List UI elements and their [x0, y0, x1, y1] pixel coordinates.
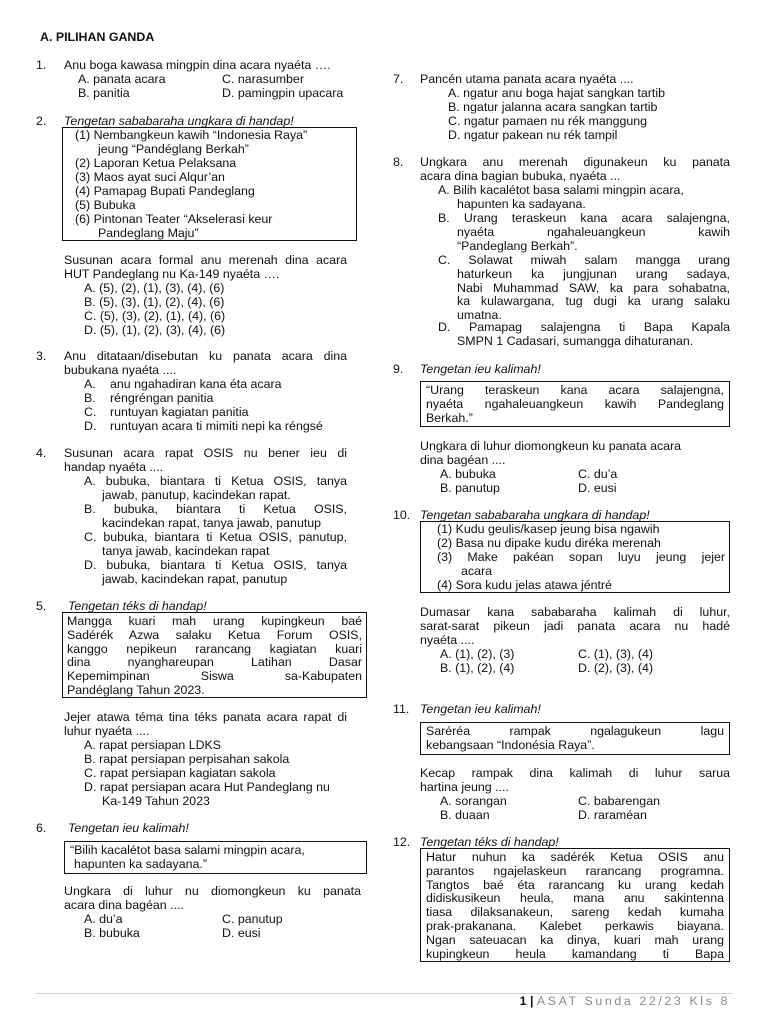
option-b[interactable]: B. ngatur jalanna acara sangkan tartib: [448, 100, 658, 114]
question-stem: Anu boga kawasa mingpin dina acara nyaéta ….: [64, 58, 331, 72]
footer-label: ASAT Sunda 22/23 Kls 8: [536, 994, 730, 1008]
option-a[interactable]: A. rapat persiapan LDKS: [84, 738, 222, 752]
option-b[interactable]: B. panutup: [440, 481, 500, 495]
section-title: A. PILIHAN GANDA: [40, 30, 155, 44]
question-instruction: Tengetan ieu kalimah!: [68, 821, 189, 835]
option-b[interactable]: B. (5), (3), (1), (2), (4), (6): [84, 295, 225, 309]
option-c[interactable]: C. babarengan: [578, 794, 660, 808]
items-box: [62, 127, 357, 241]
question-stem: Ungkara di luhur nu diomongkeun ku panata acara dina bagéan ....: [64, 884, 361, 912]
option-a-letter: A.: [84, 377, 96, 391]
option-c[interactable]: runtuyan kagiatan panitia: [110, 405, 249, 419]
option-c[interactable]: C. panutup: [222, 912, 283, 926]
question-stem: Ungkara di luhur diomongkeun ku panata acara dina bagéan ....: [420, 439, 682, 467]
list-item: (4) Sora kudu jelas atawa jéntré: [437, 578, 612, 592]
list-item: (6) Pintonan Teater “Akselerasi keur: [75, 212, 273, 226]
option-d[interactable]: D. Pamapag salajengna ti Bapa Kapala SMPN 1 Cadasari, sumangga dihaturanan.: [438, 320, 730, 348]
question-number: 6.: [36, 821, 47, 835]
option-b[interactable]: réngréngan panitia: [110, 391, 214, 405]
question-stem: Kecap rampak dina kalimah di luhur sarua hartina jeung ....: [420, 766, 730, 794]
option-d[interactable]: runtuyan acara ti mimiti nepi ka réngsé: [110, 419, 323, 433]
sentence-box: “Bilih kacalétot basa salami mingpin acara, hapunten ka sadayana.”: [64, 841, 367, 874]
question-instruction: Tengetan téks di handap!: [420, 835, 559, 849]
question-number: 5.: [36, 599, 47, 613]
question-stem: Ungkara anu merenah digunakeun ku panata acara dina bagian bubuka, nyaéta ...: [420, 155, 730, 183]
option-d[interactable]: D. ngatur pakean nu rék tampil: [448, 128, 618, 142]
option-b[interactable]: B. duaan: [440, 808, 490, 822]
question-instruction: Tengetan sababaraha ungkara di handap!: [420, 508, 650, 522]
list-item: (4) Pamapag Bupati Pandeglang: [75, 184, 255, 198]
list-item: acara: [461, 564, 492, 578]
question-number: 1.: [36, 58, 47, 72]
page-footer: [520, 995, 730, 1009]
question-stem: Dumasar kana sababaraha kalimah di luhur, sarat-sarat pikeun jadi panata acara nu hadé nyaéta ....: [420, 605, 730, 647]
option-c-letter: C.: [84, 405, 97, 419]
question-number: 3.: [36, 349, 47, 363]
list-item: Pandeglang Maju”: [98, 226, 199, 240]
option-c[interactable]: C. Solawat miwah salam mangga urang haturkeun ka jungjunan urang sadaya, Nabi Muhammad SAW, ka para sohabatna, ka kulawargana, tug dugi ka urang salaku umatna.: [438, 253, 730, 323]
question-stem: Susunan acara rapat OSIS nu bener ieu di handap nyaéta ....: [64, 446, 347, 474]
question-number: 8.: [393, 155, 404, 169]
option-b-letter: B.: [84, 391, 96, 405]
option-c[interactable]: C. ngatur pamaen nu rék manggung: [448, 114, 648, 128]
text-box: Mangga kuari mah urang kupingkeun baé Sadérék Azwa salaku Ketua Forum OSIS, kanggo nepikeun rarancang kagiatan kuari dina nyanghareupan Latihan Dasar Kepemimpinan Siswa sa-Kabupaten Pandéglang Tahun 2023.: [62, 612, 367, 698]
question-instruction: Tengetan ieu kalimah!: [420, 362, 541, 376]
text-box: Hatur nuhun ka sadérék Ketua OSIS anu parantos ngajelaskeun rarancang programna. Tangtos baé éta rarancang ku urang kedah didiskusikeun heula, mana anu sakintenna tiasa dilaksanakeun, sareng kedah kumaha prak-prakanana. Kalebet perkawis biayana. Ngan sateuacan ka dinya, kuari mah urang kupingkeun heula kamandang ti Bapa: [420, 848, 730, 962]
question-number: 9.: [393, 362, 404, 376]
option-c[interactable]: C. (5), (3), (2), (1), (4), (6): [84, 309, 226, 323]
question-stem: Jejer atawa téma tina téks panata acara rapat di luhur nyaéta ....: [64, 710, 347, 738]
question-instruction: Tengetan sababaraha ungkara di handap!: [64, 114, 294, 128]
question-instruction: Tengetan téks di handap!: [68, 599, 207, 613]
option-c[interactable]: C. bubuka, biantara ti Ketua OSIS, panutup, tanya jawab, kacindekan rapat: [84, 530, 347, 558]
items-box: [420, 521, 730, 593]
option-b[interactable]: B. panitia: [78, 86, 130, 100]
option-d[interactable]: D. eusi: [578, 481, 617, 495]
option-d[interactable]: D. raraméan: [578, 808, 647, 822]
list-item: (2) Laporan Ketua Pelaksana: [75, 156, 237, 170]
question-number: 11.: [393, 702, 410, 716]
option-a[interactable]: A. du’a: [84, 912, 123, 926]
option-b[interactable]: B. (1), (2), (4): [440, 661, 515, 675]
option-d[interactable]: D. eusi: [222, 926, 261, 940]
option-a[interactable]: anu ngahadiran kana éta acara: [110, 377, 282, 391]
option-a[interactable]: A. (1), (2), (3): [440, 647, 515, 661]
footer-separator: |: [529, 994, 534, 1008]
option-d[interactable]: D. (5), (1), (2), (3), (4), (6): [84, 323, 226, 337]
option-d[interactable]: D. pamingpin upacara: [222, 86, 344, 100]
question-instruction: Tengetan ieu kalimah!: [420, 702, 541, 716]
list-item: (2) Basa nu dipake kudu diréka merenah: [437, 536, 661, 550]
option-b[interactable]: B. Urang teraskeun kana acara salajengna, nyaéta ngahaleuangkeun kawih “Pandeglang Berkah”.: [438, 211, 730, 253]
option-a[interactable]: A. (5), (2), (1), (3), (4), (6): [84, 281, 225, 295]
question-number: 4.: [36, 446, 47, 460]
option-b[interactable]: B. bubuka: [84, 926, 140, 940]
option-d[interactable]: D. bubuka, biantara ti Ketua OSIS, tanya jawab, kacindekan rapat, panutup: [84, 558, 347, 586]
option-c[interactable]: C. du’a: [578, 467, 618, 481]
option-d[interactable]: D. rapat persiapan acara Hut Pandeglang nu Ka-149 Tahun 2023: [84, 780, 330, 808]
option-a[interactable]: A. sorangan: [440, 794, 507, 808]
option-b[interactable]: B. rapat persiapan perpisahan sakola: [84, 752, 290, 766]
option-d-letter: D.: [84, 419, 97, 433]
page-number: 1: [519, 994, 527, 1008]
option-a[interactable]: A. bubuka: [440, 467, 496, 481]
option-a[interactable]: A. ngatur anu boga hajat sangkan tartib: [448, 86, 665, 100]
sentence-box: Saréréa rampak ngalagukeun lagu kebangsaan “Indonésia Raya”.: [420, 722, 730, 755]
option-b[interactable]: B. bubuka, biantara ti Ketua OSIS, kacindekan rapat, tanya jawab, panutup: [84, 502, 347, 530]
question-stem: Pancén utama panata acara nyaéta ....: [420, 72, 634, 86]
question-number: 10.: [393, 508, 411, 522]
option-c[interactable]: C. rapat persiapan kagiatan sakola: [84, 766, 276, 780]
question-number: 2.: [36, 114, 47, 128]
question-stem: Anu ditataan/disebutan ku panata acara dina bubukana nyaéta ....: [64, 349, 347, 377]
sentence-box: “Urang teraskeun kana acara salajengna, nyaéta ngahaleuangkeun kawih Pandeglang Berkah.”: [420, 381, 730, 427]
list-item: (5) Bubuka: [75, 198, 136, 212]
list-item: (1) Nembangkeun kawih “Indonesia Raya”: [75, 128, 308, 142]
question-number: 12.: [393, 835, 411, 849]
list-item: (1) Kudu geulis/kasep jeung bisa ngawih: [437, 522, 660, 536]
list-item: (3) Maos ayat suci Alqur’an: [75, 170, 225, 184]
option-c[interactable]: C. narasumber: [222, 72, 304, 86]
list-item: jeung “Pandéglang Berkah”: [98, 142, 249, 156]
option-a[interactable]: A. Bilih kacalétot basa salami mingpin acara, hapunten ka sadayana.: [438, 183, 684, 211]
option-a[interactable]: A. panata acara: [78, 72, 166, 86]
option-a[interactable]: A. bubuka, biantara ti Ketua OSIS, tanya jawab, panutup, kacindekan rapat.: [84, 474, 347, 502]
option-d[interactable]: D. (2), (3), (4): [578, 661, 654, 675]
option-c[interactable]: C. (1), (3), (4): [578, 647, 654, 661]
question-stem: Susunan acara formal anu merenah dina acara HUT Pandeglang nu Ka-149 nyaéta ….: [64, 253, 347, 281]
list-item: (3) Make pakéan sopan luyu jeung jejer: [437, 550, 725, 564]
question-number: 7.: [393, 72, 404, 86]
